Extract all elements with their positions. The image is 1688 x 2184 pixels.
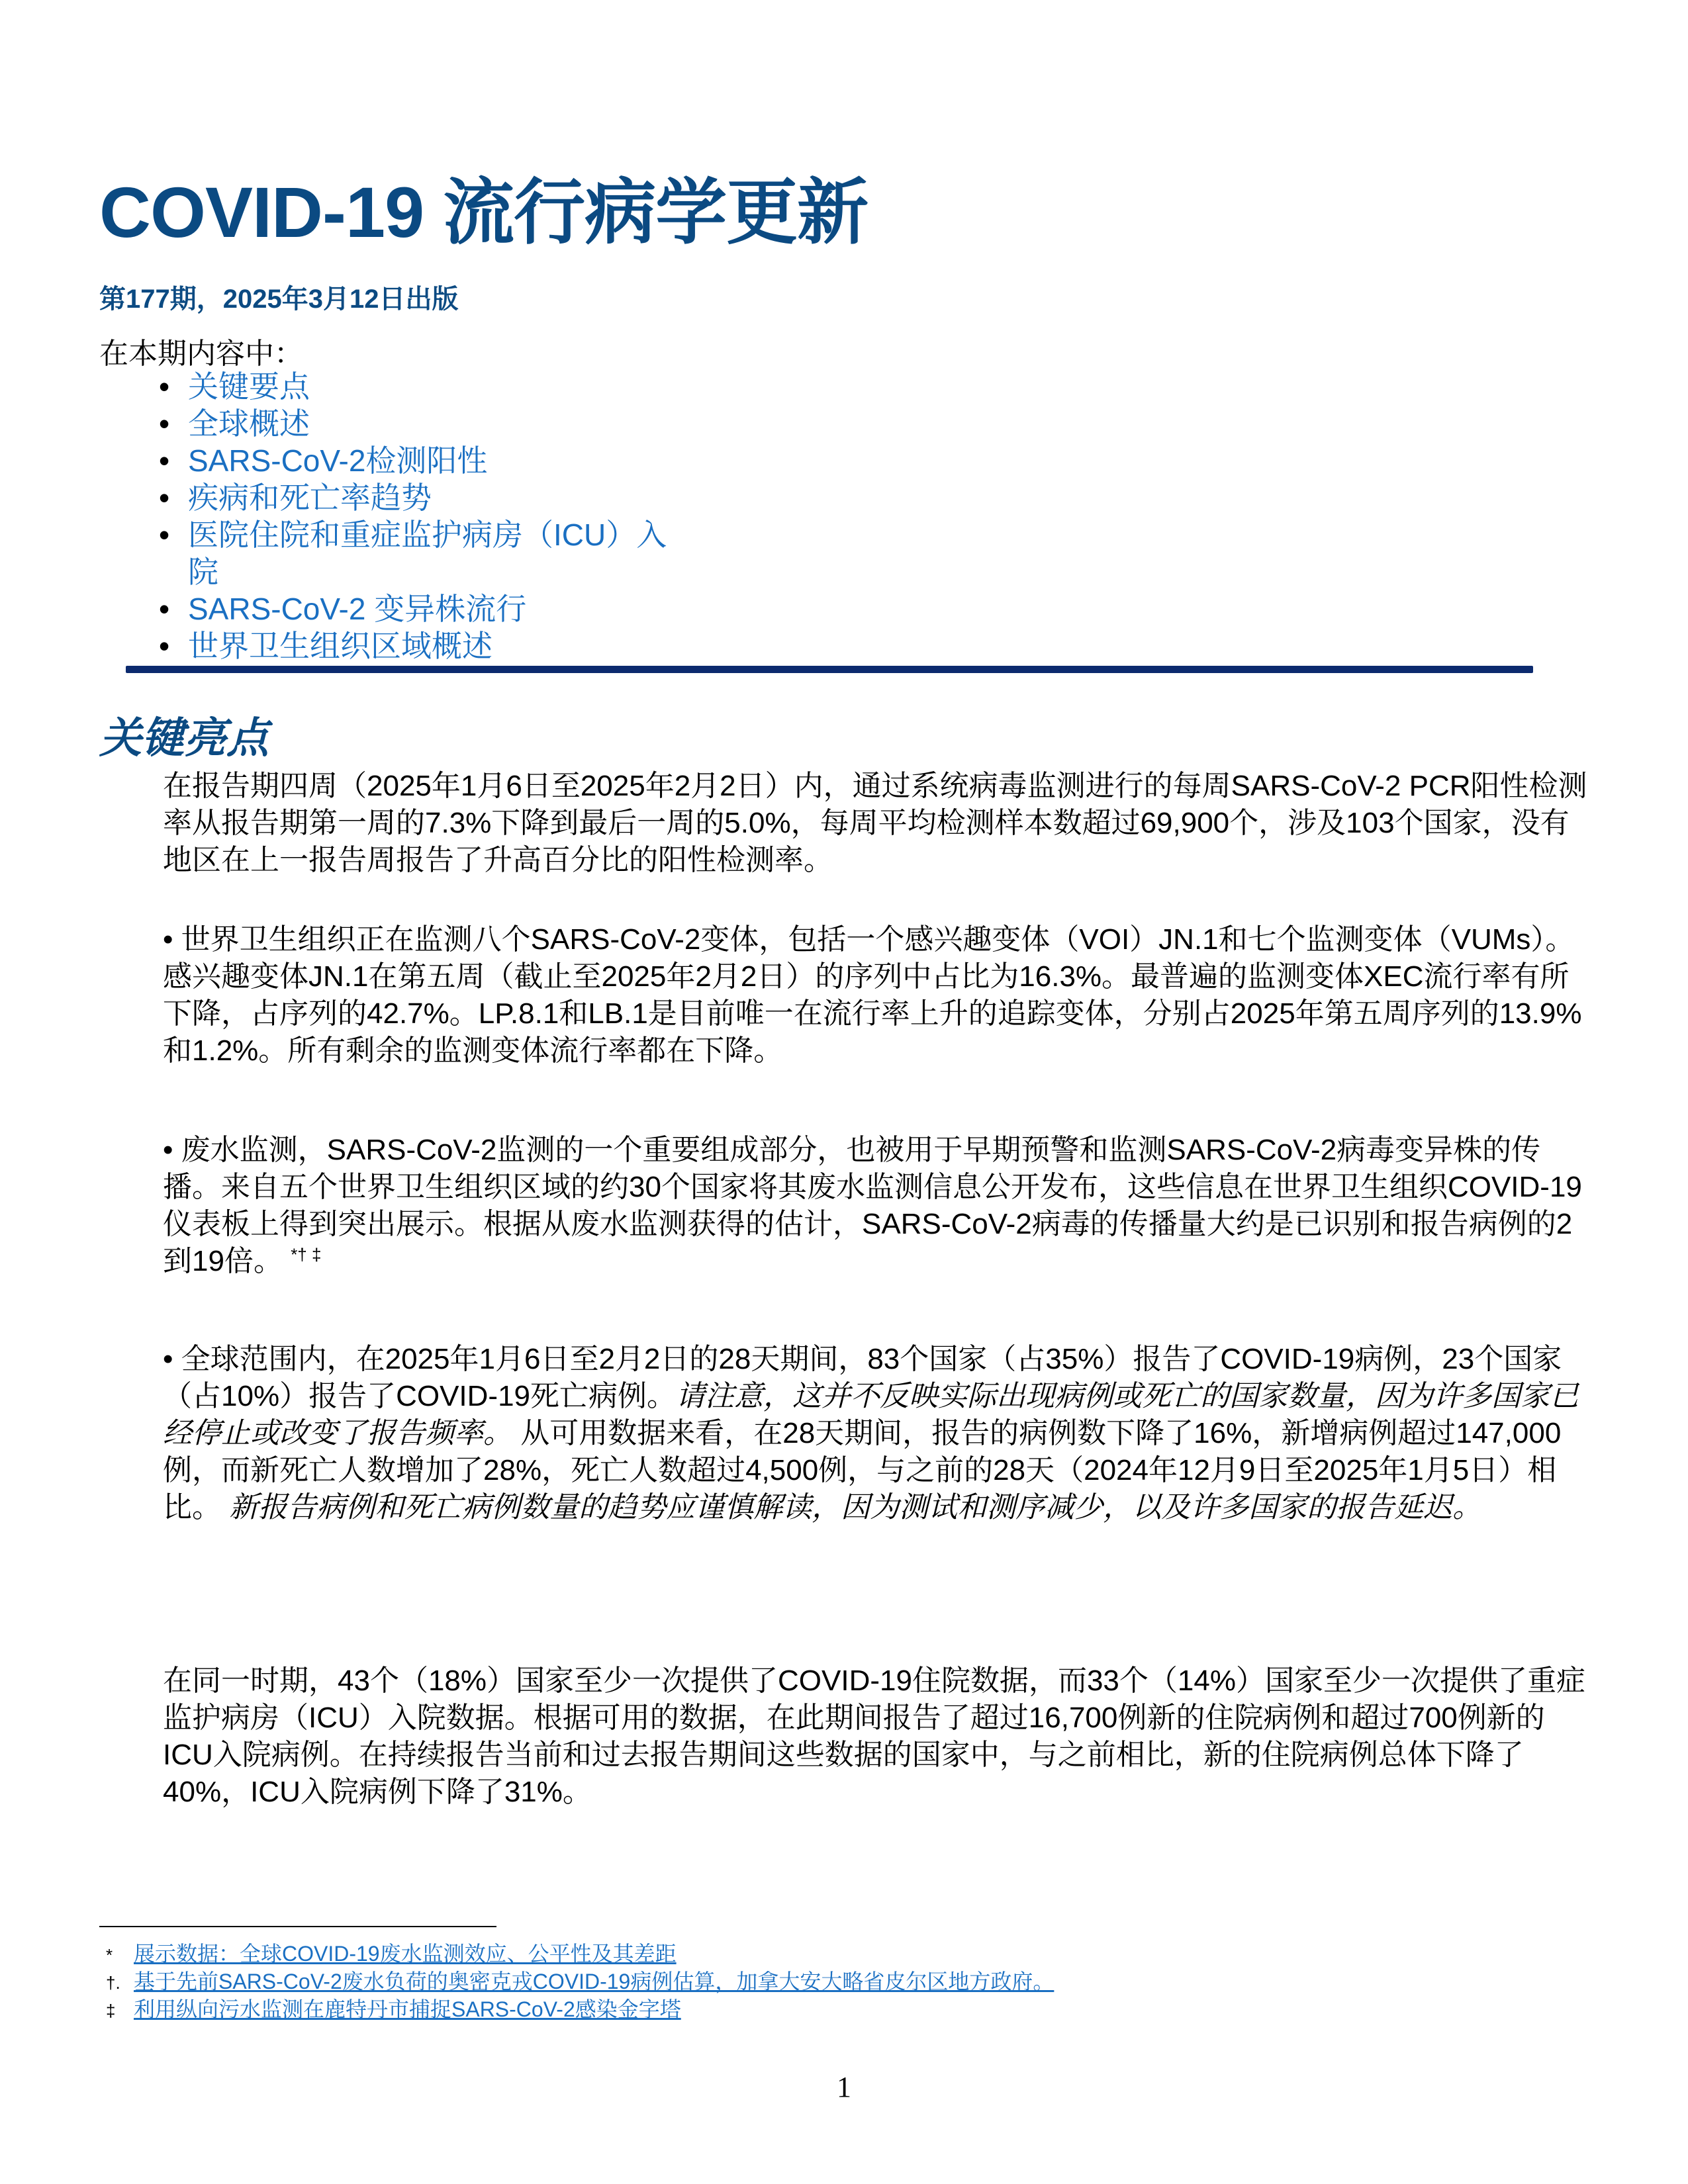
footnotes: [106, 1940, 1054, 2024]
toc-item-who-regions: [159, 627, 691, 664]
footnote-item: [106, 1968, 1054, 1996]
toc-link-disease-mortality[interactable]: 疾病和死亡率趋势: [188, 480, 432, 515]
cases-text-c: 从可用数据来看，在28天期间，报告的病例数下降了16%，新增病例超过147,000例，而新死亡人数增加了28%，死亡人数超过4,500例，与之前的28天（2024年12月9日至2025年1月5日）相比。: [163, 1417, 1562, 1524]
cases-note-italic: 请注意，这并不反映实际出现病例或死亡的国家数量，因为许多国家已经停止或改变了报告频率。: [163, 1380, 1579, 1449]
section-heading-key-highlights: 关键亮点: [99, 714, 269, 762]
paragraph-hospitalization: 在同一时期，43个（18%）国家至少一次提供了COVID-19住院数据，而33个（14%）国家至少一次提供了重症监护病房（ICU）入院数据。根据可用的数据，在此期间报告了超过16,700例新的住院病例和超过700例新的ICU入院病例。在持续报告当前和过去报告期间这些数据的国家中，与之前相比，新的住院病例总体下降了40%，ICU入院病例下降了31%。: [163, 1664, 1585, 1808]
footnote-item: [106, 1996, 1054, 2024]
toc-item-disease-mortality: [159, 479, 691, 516]
cases-text-a: • 全球范围内，在2025年1月6日至2月2日的28天期间，83个国家（占35%）报告了COVID-19病例，23个国家（占10%）报告了COVID-19死亡病例。: [163, 1343, 1562, 1412]
toc-link-test-positivity[interactable]: SARS-CoV-2检测阳性: [188, 443, 488, 478]
footnote-link-wastewater-dashboard[interactable]: 展示数据：全球COVID-19废水监测效应、公平性及其差距: [134, 1942, 677, 1966]
issue-line: 第177期，2025年3月12日出版: [99, 285, 459, 314]
toc-item-key-points: [159, 368, 691, 405]
footnote-item: [106, 1940, 1054, 1968]
footnote-link-omicron-estimate[interactable]: 基于先前SARS-CoV-2废水负荷的奥密克戎COVID-19病例估算，加拿大安大略省皮尔区地方政府。: [134, 1970, 1055, 1993]
footnote-mark: †.: [106, 1973, 120, 1993]
toc-link-global-overview[interactable]: 全球概述: [188, 406, 310, 441]
paragraph-test-positivity: 在报告期四周（2025年1月6日至2025年2月2日）内，通过系统病毒监测进行的每周SARS-CoV-2 PCR阳性检测率从报告期第一周的7.3%下降到最后一周的5.0%，每周平均检测样本数超过69,900个，涉及103个国家，没有地区在上一报告周报告了升高百分比的阳性检测率。: [163, 770, 1587, 876]
footnote-mark: ‡: [106, 2001, 116, 2021]
toc-link-key-points[interactable]: 关键要点: [188, 369, 310, 404]
toc-link-variants[interactable]: SARS-CoV-2 变异株流行: [188, 592, 527, 626]
toc-item-variants: [159, 590, 691, 627]
toc-heading: 在本期内容中：: [99, 338, 303, 370]
cases-caution-italic: 新报告病例和死亡病例数量的趋势应谨慎解读，因为测试和测序减少，以及许多国家的报告延迟。: [229, 1491, 1482, 1524]
toc-item-test-positivity: [159, 442, 691, 479]
paragraph-wastewater: [163, 1132, 1593, 1280]
footnote-marks: *† ‡: [291, 1244, 322, 1265]
document-title: COVID-19 流行病学更新: [99, 172, 868, 252]
toc-item-hospital-icu: [159, 516, 691, 590]
paragraph-variants: • 世界卫生组织正在监测八个SARS-CoV-2变体，包括一个感兴趣变体（VOI）JN.1和七个监测变体（VUMs）。感兴趣变体JN.1在第五周（截止至2025年2月2日）的序列中占比为16.3%。最普遍的监测变体XEC流行率有所下降，占序列的42.7%。LP.8.1和LB.1是目前唯一在流行率上升的追踪变体，分别占2025年第五周序列的13.9%和1.2%。所有剩余的监测变体流行率都在下降。: [163, 923, 1582, 1067]
toc-link-hospital-icu[interactable]: 医院住院和重症监护病房（ICU）入院: [188, 518, 667, 589]
footnote-divider: [99, 1926, 496, 1927]
table-of-contents: [159, 368, 691, 664]
section-divider: [126, 666, 1533, 673]
footnote-mark: *: [106, 1945, 113, 1965]
wastewater-text: • 废水监测，SARS-CoV-2监测的一个重要组成部分，也被用于早期预警和监测SARS-CoV-2病毒变异株的传播。来自五个世界卫生组织区域的约30个国家将其废水监测信息公开发布，这些信息在世界卫生组织COVID-19仪表板上得到突出展示。根据从废水监测获得的估计，SARS-CoV-2病毒的传播量大约是已识别和报告病例的2到19倍。: [163, 1134, 1582, 1277]
page-number: 1: [837, 2071, 851, 2103]
toc-link-who-regions[interactable]: 世界卫生组织区域概述: [188, 629, 492, 663]
paragraph-cases-deaths: [163, 1341, 1593, 1526]
toc-item-global-overview: [159, 405, 691, 442]
footnote-link-rotterdam-pyramid[interactable]: 利用纵向污水监测在鹿特丹市捕捉SARS-CoV-2感染金字塔: [134, 1997, 681, 2021]
